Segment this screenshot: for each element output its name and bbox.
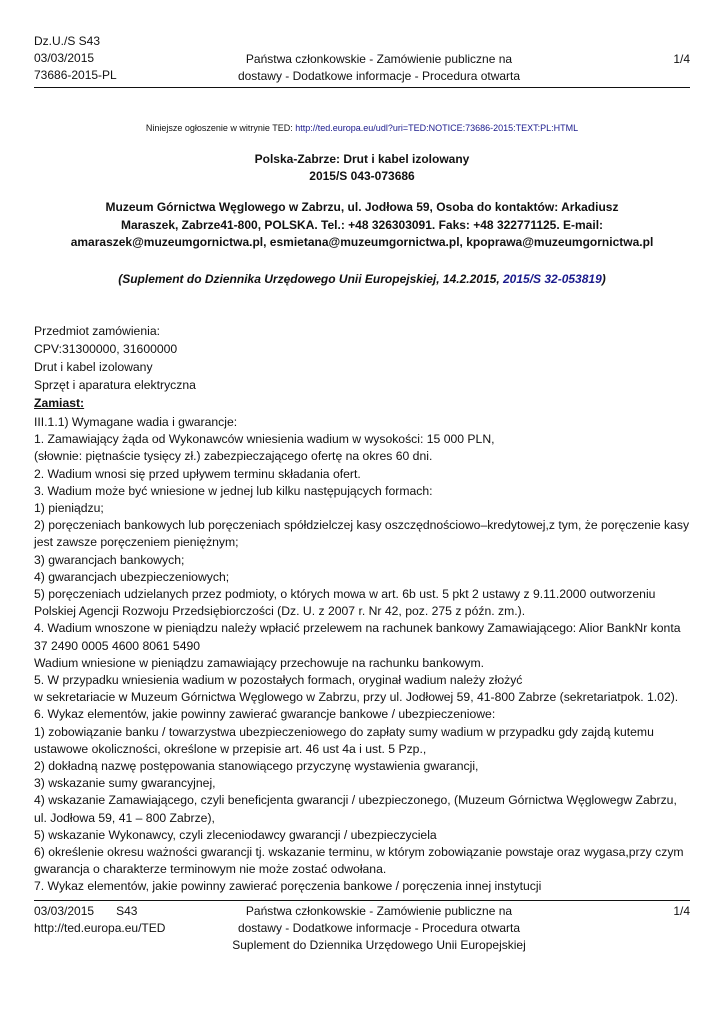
ted-notice-link[interactable]: http://ted.europa.eu/udl?uri=TED:NOTICE:73686-2015:TEXT:PL:HTML	[295, 123, 579, 133]
body-paragraph: 5) poręczeniach udzielanych przez podmioty, o których mowa w art. 6b ust. 5 pkt 2 ustawy z 9.11.2000 outworzeniu Polskiej Agencji Rozwoju Przedsiębiorczości (Dz. U. z 2007 r. Nr 42, poz. 275 z późn. zm.).	[34, 587, 656, 619]
body-paragraph: 3) wskazanie sumy gwarancyjnej,	[34, 776, 216, 791]
notice-title-subject: Polska-Zabrze: Drut i kabel izolowany	[254, 152, 470, 166]
instead-heading: Zamiast:	[34, 396, 85, 410]
header-notice-id: 73686-2015-PL	[34, 68, 117, 82]
header-title-line: Państwa członkowskie - Zamówienie publiczne na	[245, 52, 513, 66]
notice-title	[34, 151, 690, 185]
footer-reference	[34, 903, 165, 937]
footer-ted-url: http://ted.europa.eu/TED	[34, 921, 166, 935]
ted-notice-line	[34, 122, 690, 134]
header-reference	[34, 33, 117, 84]
footer-title	[184, 903, 574, 954]
footer-title-line: dostawy - Dodatkowe informacje - Procedura otwarta	[237, 921, 521, 935]
body-paragraph: 1. Zamawiający żąda od Wykonawców wniesienia wadium w wysokości: 15 000 PLN,	[34, 432, 495, 447]
body-paragraph: 1) zobowiązanie banku / towarzystwa ubezpieczeniowego do zapłaty sumy wadium w przypadku gdy zajdą kutemu ustawowe okoliczności, określone w przepisie art. 46 ust 4a i ust. 5 Pzp.,	[34, 724, 654, 756]
buyer-emails: amaraszek@muzeumgornictwa.pl, esmietana@muzeumgornictwa.pl, kpoprawa@muzeumgornictwa.pl	[70, 235, 654, 249]
subject-item: Sprzęt i aparatura elektryczna	[34, 378, 196, 392]
footer-title-line: Suplement do Dziennika Urzędowego Unii Europejskiej	[232, 938, 526, 952]
supplement-suffix: )	[601, 272, 606, 286]
notice-title-number: 2015/S 043-073686	[309, 169, 415, 183]
page-header	[34, 33, 690, 87]
header-date: 03/03/2015	[34, 51, 95, 65]
contracting-authority	[34, 199, 690, 252]
body-paragraph: III.1.1) Wymagane wadia i gwarancje:	[34, 415, 238, 429]
footer-title-line: Państwa członkowskie - Zamówienie publiczne na	[245, 904, 513, 918]
page-footer	[34, 903, 690, 963]
footer-page-number: 1/4	[673, 904, 690, 918]
body-paragraph: 2. Wadium wnosi się przed upływem terminu składania ofert.	[34, 466, 361, 481]
supplement-reference	[34, 271, 690, 288]
header-divider	[34, 87, 690, 88]
subject-label: Przedmiot zamówienia:	[34, 324, 160, 338]
footer-divider	[34, 900, 690, 901]
body-paragraph: 6. Wykaz elementów, jakie powinny zawierać gwarancje bankowe / ubezpieczeniowe:	[34, 707, 496, 722]
supplement-prefix: (Suplement do Dziennika Urzędowego Unii Europejskiej, 14.2.2015,	[118, 272, 503, 286]
buyer-line: Muzeum Górnictwa Węglowego w Zabrzu, ul. Jodłowa 59, Osoba do kontaktów: Arkadiusz	[105, 200, 619, 214]
body-paragraph: 2) poręczeniach bankowych lub poręczeniach spółdzielczej kasy oszczędnościowo–kredytowej,z tym, że poręczenie kasy jest zawsze poręczeniem pieniężnym;	[34, 518, 690, 550]
body-paragraph: 5) wskazanie Wykonawcy, czyli zleceniodawcy gwarancji / ubezpieczyciela	[34, 827, 437, 842]
supplement-ref-link[interactable]: 2015/S 32-053819	[503, 272, 602, 286]
body-paragraph: 4) wskazanie Zamawiającego, czyli beneficjenta gwarancji / ubezpieczonego, (Muzeum Górnictwa Węglowegw Zabrzu, ul. Jodłowa 59, 41 – 800 Zabrze),	[34, 793, 677, 825]
contract-subject	[34, 322, 690, 412]
subject-item: Drut i kabel izolowany	[34, 360, 153, 374]
buyer-line: Maraszek, Zabrze41-800, POLSKA. Tel.: +48 326303091. Faks: +48 322771125. E-mail:	[120, 217, 604, 232]
body-paragraph: 7. Wykaz elementów, jakie powinny zawierać poręczenia bankowe / poręczenia innej instytucji	[34, 879, 542, 894]
correction-body	[34, 414, 690, 896]
footer-issue: S43	[116, 904, 138, 918]
footer-date: 03/03/2015	[34, 904, 95, 918]
body-paragraph: 4. Wadium wnoszone w pieniądzu należy wpłacić przelewem na rachunek bankowy Zamawiającego: Alior BankNr konta 37 2490 0005 4600 8061 5490	[34, 621, 681, 653]
body-paragraph: 3) gwarancjach bankowych;	[34, 552, 185, 567]
body-paragraph: w sekretariacie w Muzeum Górnictwa Węglowego w Zabrzu, przy ul. Jodłowej 59, 41-800 Zabrze (sekretariatpok. 1.02).	[34, 690, 679, 705]
body-paragraph: Wadium wniesione w pieniądzu zamawiający przechowuje na rachunku bankowym.	[34, 655, 485, 670]
header-title	[184, 51, 574, 85]
header-journal-ref: Dz.U./S S43	[34, 34, 101, 48]
header-page-number: 1/4	[673, 52, 690, 66]
body-paragraph: 4) gwarancjach ubezpieczeniowych;	[34, 569, 230, 584]
body-paragraph: 5. W przypadku wniesienia wadium w pozostałych formach, oryginał wadium należy złożyć	[34, 673, 523, 688]
ted-notice-prefix: Niniejsze ogłoszenie w witrynie TED:	[145, 123, 293, 133]
body-paragraph: (słownie: piętnaście tysięcy zł.) zabezpieczającego ofertę na okres 60 dni.	[34, 449, 433, 464]
body-paragraph: 2) dokładną nazwę postępowania stanowiącego przyczynę wystawienia gwarancji,	[34, 759, 479, 774]
body-paragraph: 1) pieniądzu;	[34, 501, 104, 516]
subject-cpv: CPV:31300000, 31600000	[34, 342, 178, 356]
header-title-line: dostawy - Dodatkowe informacje - Procedura otwarta	[237, 69, 521, 83]
body-paragraph: 3. Wadium może być wniesione w jednej lub kilku następujących formach:	[34, 483, 433, 498]
body-paragraph: 6) określenie okresu ważności gwarancji tj. wskazanie terminu, w którym zobowiązanie powstaje oraz wygasa,przy czym gwarancja o charakterze terminowym nie może zostać odwołana.	[34, 845, 684, 877]
